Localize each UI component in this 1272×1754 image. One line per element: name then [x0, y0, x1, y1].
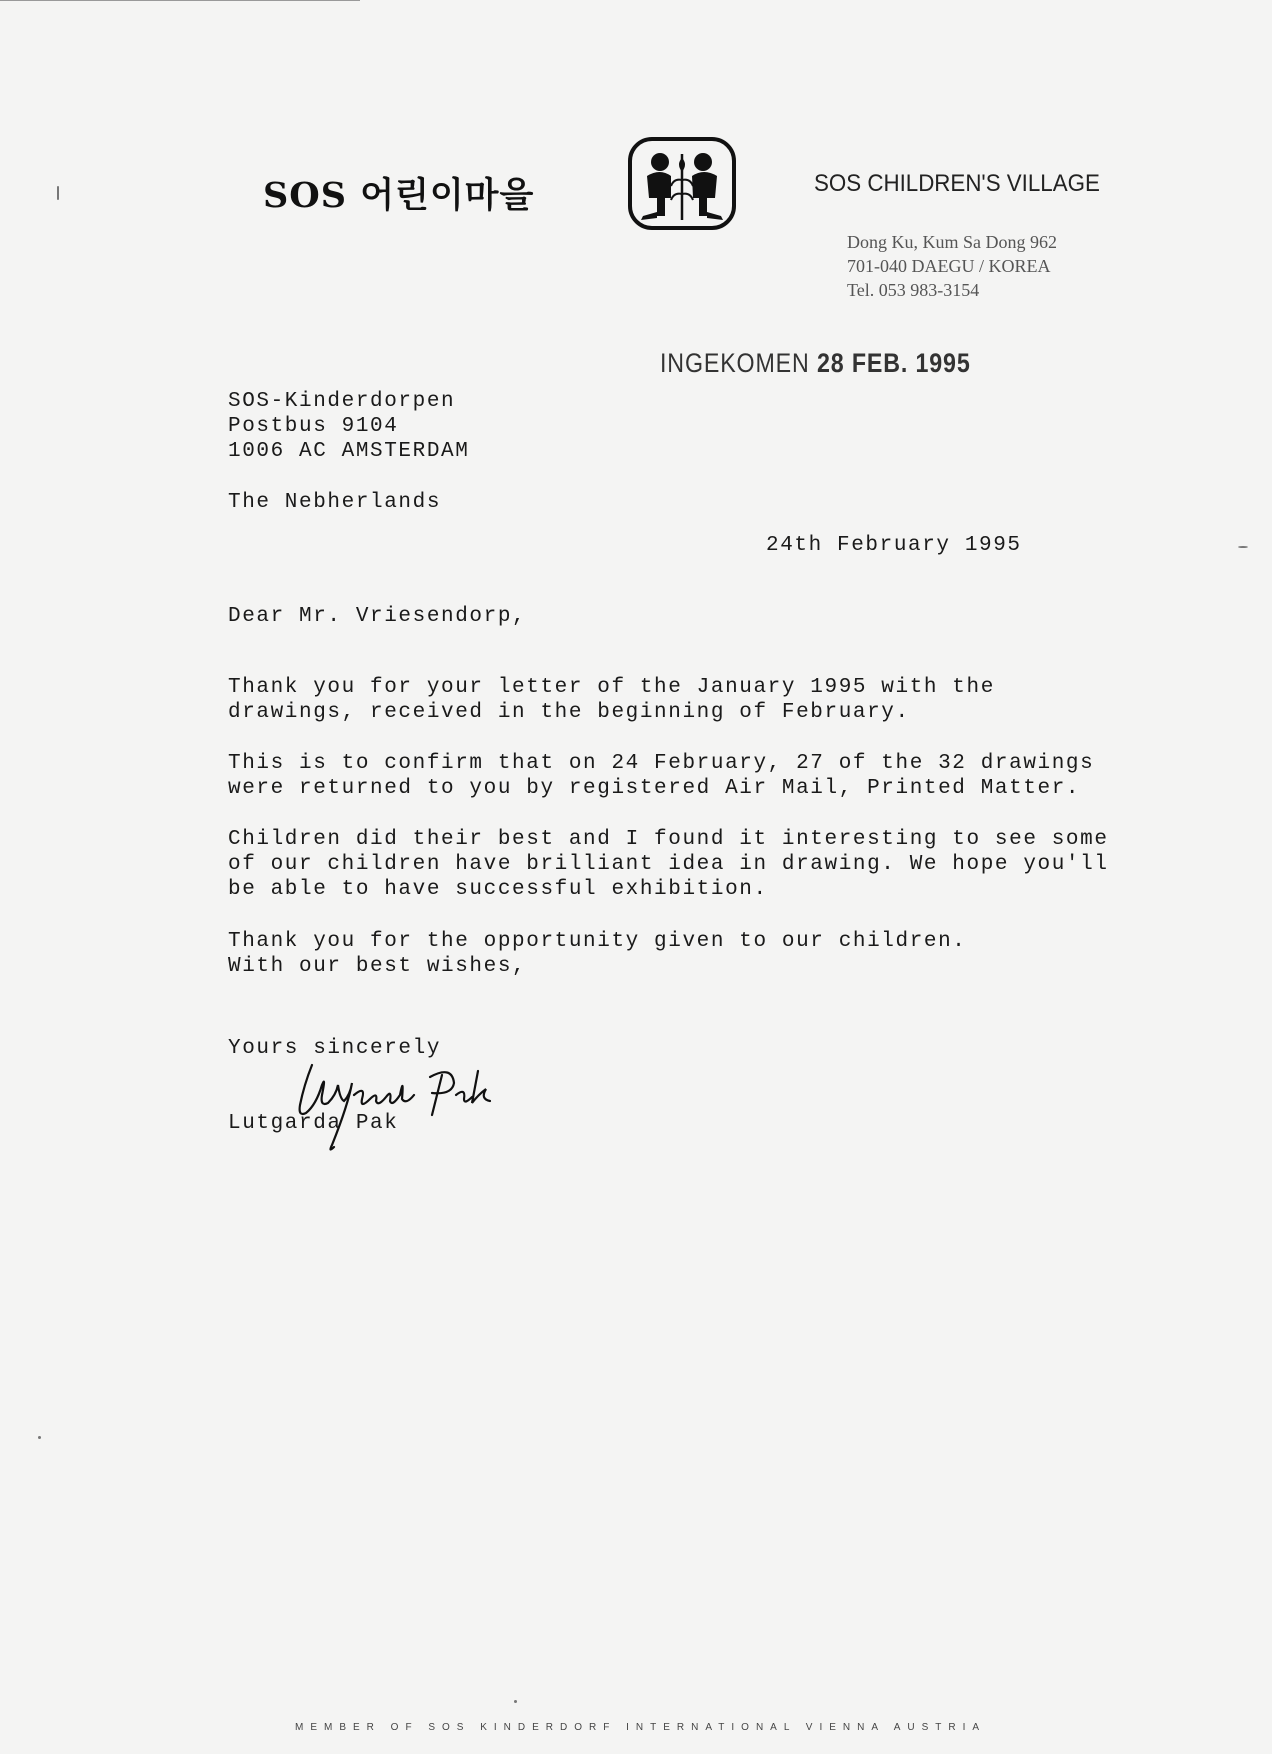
body-paragraph: Children did their best and I found it interesting to see some of our children have brilliant idea in drawing. We hope you'll be able to have successful exhibition. [228, 828, 1109, 901]
stamp-date: 28 FEB. 1995 [816, 348, 971, 378]
scan-speck [1238, 546, 1248, 548]
scan-speck [514, 1700, 517, 1703]
sender-address-line: Dong Ku, Kum Sa Dong 962 [847, 232, 1057, 252]
closing: Yours sincerely [228, 1037, 442, 1060]
sender-address-line: Tel. 053 983-3154 [847, 280, 980, 300]
letter-date: 24th February 1995 [766, 534, 1022, 557]
received-stamp [660, 348, 971, 379]
sender-address-line: 701-040 DAEGU / KOREA [847, 256, 1051, 276]
body-paragraph: Thank you for your letter of the January 1995 with the drawings, received in the beginning of February. [228, 676, 995, 724]
body-paragraph: Thank you for the opportunity given to our children. With our best wishes, [228, 930, 967, 978]
recipient-address [228, 389, 469, 464]
footer-membership-line: MEMBER OF SOS KINDERDORF INTERNATIONAL VIENNA AUSTRIA [295, 1722, 987, 1733]
recipient-line: Postbus 9104 [228, 415, 399, 438]
sos-children-logo [627, 136, 737, 231]
stamp-label: INGEKOMEN [660, 348, 810, 378]
letterhead-korean-name: SOS 어린이마을 [263, 175, 535, 216]
body-paragraph: This is to confirm that on 24 February, 27 of the 32 drawings were returned to you by registered Air Mail, Printed Matter. [228, 752, 1095, 800]
handwritten-signature [292, 1055, 542, 1155]
signatory-name: Lutgarda Pak [228, 1112, 399, 1135]
recipient-line: SOS-Kinderdorpen [228, 390, 456, 413]
scan-speck [38, 1436, 41, 1439]
scan-speck [57, 186, 59, 200]
recipient-country: The Nebherlands [228, 491, 442, 514]
recipient-line: 1006 AC AMSTERDAM [228, 440, 470, 463]
sender-address [847, 230, 1057, 302]
top-edge-line [0, 0, 360, 1]
salutation: Dear Mr. Vriesendorp, [228, 605, 527, 628]
letterhead-english-name: SOS CHILDREN'S VILLAGE [814, 170, 1100, 197]
